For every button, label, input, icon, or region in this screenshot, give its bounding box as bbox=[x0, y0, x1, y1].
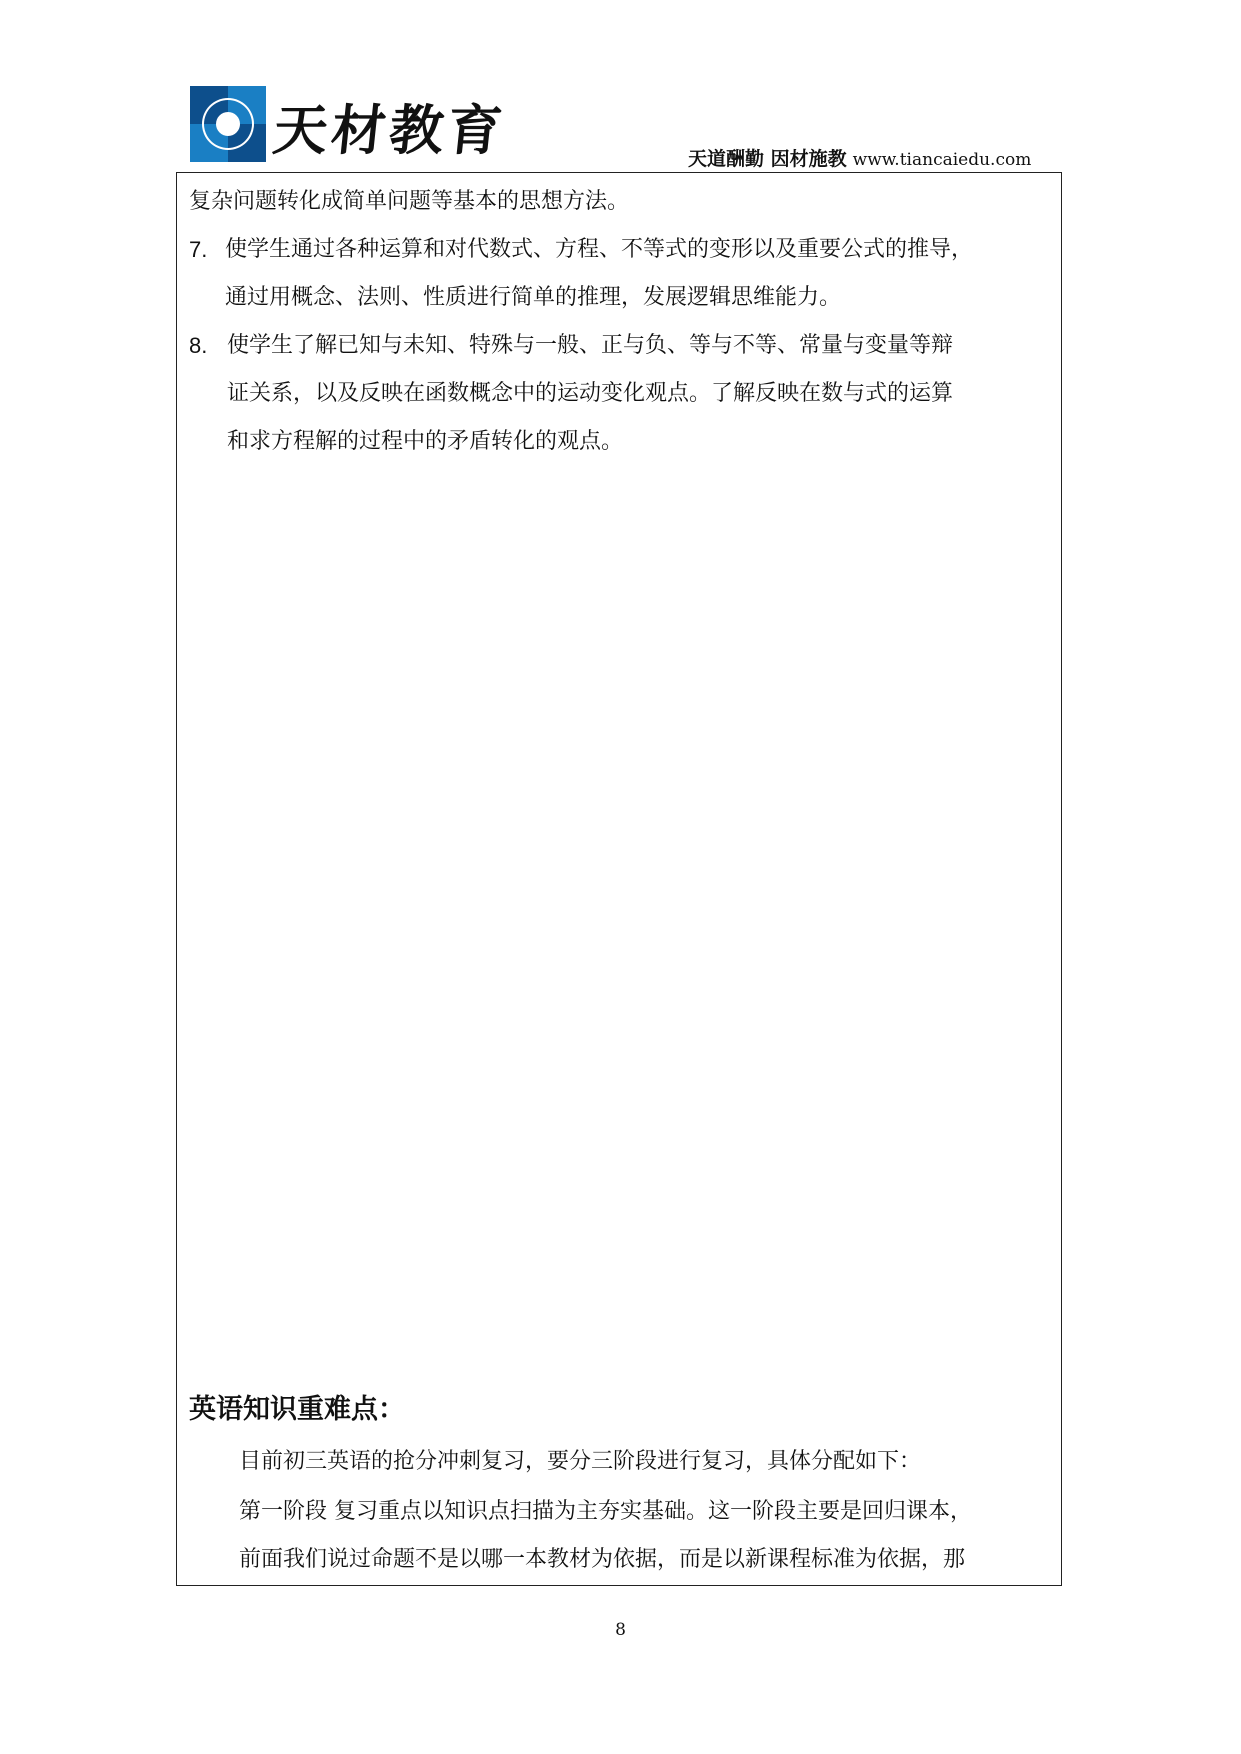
content-frame bbox=[176, 172, 1062, 1586]
item-7-number: 7. bbox=[189, 237, 208, 262]
english-line-2: 第一阶段 复习重点以知识点扫描为主夯实基础。这一阶段主要是回归课本， bbox=[239, 1499, 972, 1524]
item-8-number: 8. bbox=[189, 333, 208, 358]
logo-text: 天材教育 bbox=[270, 99, 509, 162]
item-8-line-1: 使学生了解已知与未知、特殊与一般、正与负、等与不等、常量与变量等辩 bbox=[227, 333, 954, 358]
header-url: www.tiancaiedu.com bbox=[852, 150, 1032, 170]
english-line-3: 前面我们说过命题不是以哪一本教材为依据，而是以新课程标准为依据，那 bbox=[239, 1547, 966, 1572]
english-section-heading: 英语知识重难点： bbox=[189, 1394, 405, 1425]
continuation-line: 复杂问题转化成简单问题等基本的思想方法。 bbox=[189, 189, 630, 214]
item-7-line-1: 使学生通过各种运算和对代数式、方程、不等式的变形以及重要公式的推导， bbox=[225, 237, 974, 262]
header-slogan bbox=[688, 144, 1031, 171]
page-number: 8 bbox=[615, 1620, 626, 1640]
logo-icon bbox=[190, 86, 266, 162]
item-8-line-3: 和求方程解的过程中的矛盾转化的观点。 bbox=[227, 429, 624, 454]
item-7-line-2: 通过用概念、法则、性质进行简单的推理，发展逻辑思维能力。 bbox=[225, 285, 842, 310]
header-motto: 天道酬勤 因材施教 bbox=[688, 148, 847, 170]
english-line-1: 目前初三英语的抢分冲刺复习，要分三阶段进行复习，具体分配如下： bbox=[239, 1449, 922, 1474]
item-8-line-2: 证关系，以及反映在函数概念中的运动变化观点。了解反映在数与式的运算 bbox=[227, 381, 954, 406]
